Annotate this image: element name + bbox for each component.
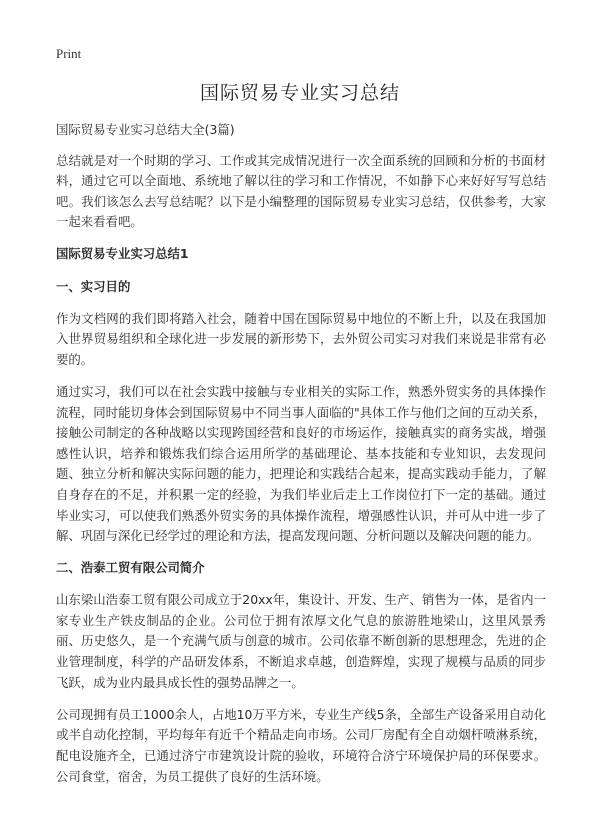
heading-purpose: 一、实习目的 bbox=[56, 278, 131, 294]
document-title: 国际贸易专业实习总结 bbox=[199, 82, 400, 104]
section-title: 国际贸易专业实习总结1 bbox=[56, 246, 189, 262]
paragraph-company-2: 公司现拥有员工1000余人，占地10万平方米，专业生产线5条，全部生产设备采用自动化或半自动化控制，平均每年有近千个精品走向市场。公司厂房配有全自动烟杆喷淋系统，配电设施齐全，已通过济宁市建筑设计院的验收，环境符合济宁环境保护局的环保要求。公司食堂，宿舍，为员工提供了良好的生活环境。 bbox=[56, 706, 546, 784]
document-body bbox=[56, 120, 546, 799]
heading-company: 二、浩泰工贸有限公司简介 bbox=[56, 560, 205, 576]
paragraph-purpose-2: 通过实习，我们可以在社会实践中接触与专业相关的实际工作，熟悉外贸实务的具体操作流程，同时能切身体会到国际贸易中不同当事人面临的"具体工作与他们之间的互动关系，接触公司制定的各种战略以实现跨国经营和良好的市场运作，接触真实的商务实战，增强感性认识，培养和锻炼我们综合运用所学的基础理论、基本技能和专业知识，去发现问题、独立分析和解决实际问题的能力，把理论和实践结合起来，提高实践动手能力，了解自身存在的不足，并积累一定的经验，为我们毕业后走上工作岗位打下一定的基础。通过毕业实习，可以使我们熟悉外贸实务的具体操作流程，增强感性认识，并可从中进一步了解、巩固与深化已经学过的理论和方法，提高发现问题、分析问题以及解决问题的能力。 bbox=[56, 383, 546, 544]
paragraph-company-1: 山东梁山浩泰工贸有限公司成立于20xx年，集设计、开发、生产、销售为一体，是省内一家专业生产铁皮制品的企业。公司位于拥有浓厚文化气息的旅游胜地梁山，这里风景秀丽、历史悠久，是一个充满气质与创意的城市。公司依靠不断创新的思想理念，先进的企业管理制度，科学的产品研发体系，不断追求卓越，创造辉煌，实现了规模与品质的同步飞跃，成为业内最具成长性的强势品牌之一。 bbox=[56, 592, 546, 690]
paragraph-purpose-1: 作为文档网的我们即将踏入社会，随着中国在国际贸易中地位的不断上升，以及在我国加入世界贸易组织和全球化进一步发展的新形势下，去外贸公司实习对我们来说是非常有必要的。 bbox=[56, 310, 546, 367]
print-label: Print bbox=[56, 46, 82, 61]
intro-paragraph: 总结就是对一个时期的学习、工作或其完成情况进行一次全面系统的回顾和分析的书面材料，通过它可以全面地、系统地了解以往的学习和工作情况，不如静下心来好好写写总结吧。我们该怎么去写总结呢？以下是小编整理的国际贸易专业实习总结，仅供参考，大家一起来看看吧。 bbox=[56, 152, 546, 230]
document-subtitle: 国际贸易专业实习总结大全(3篇) bbox=[56, 122, 235, 137]
